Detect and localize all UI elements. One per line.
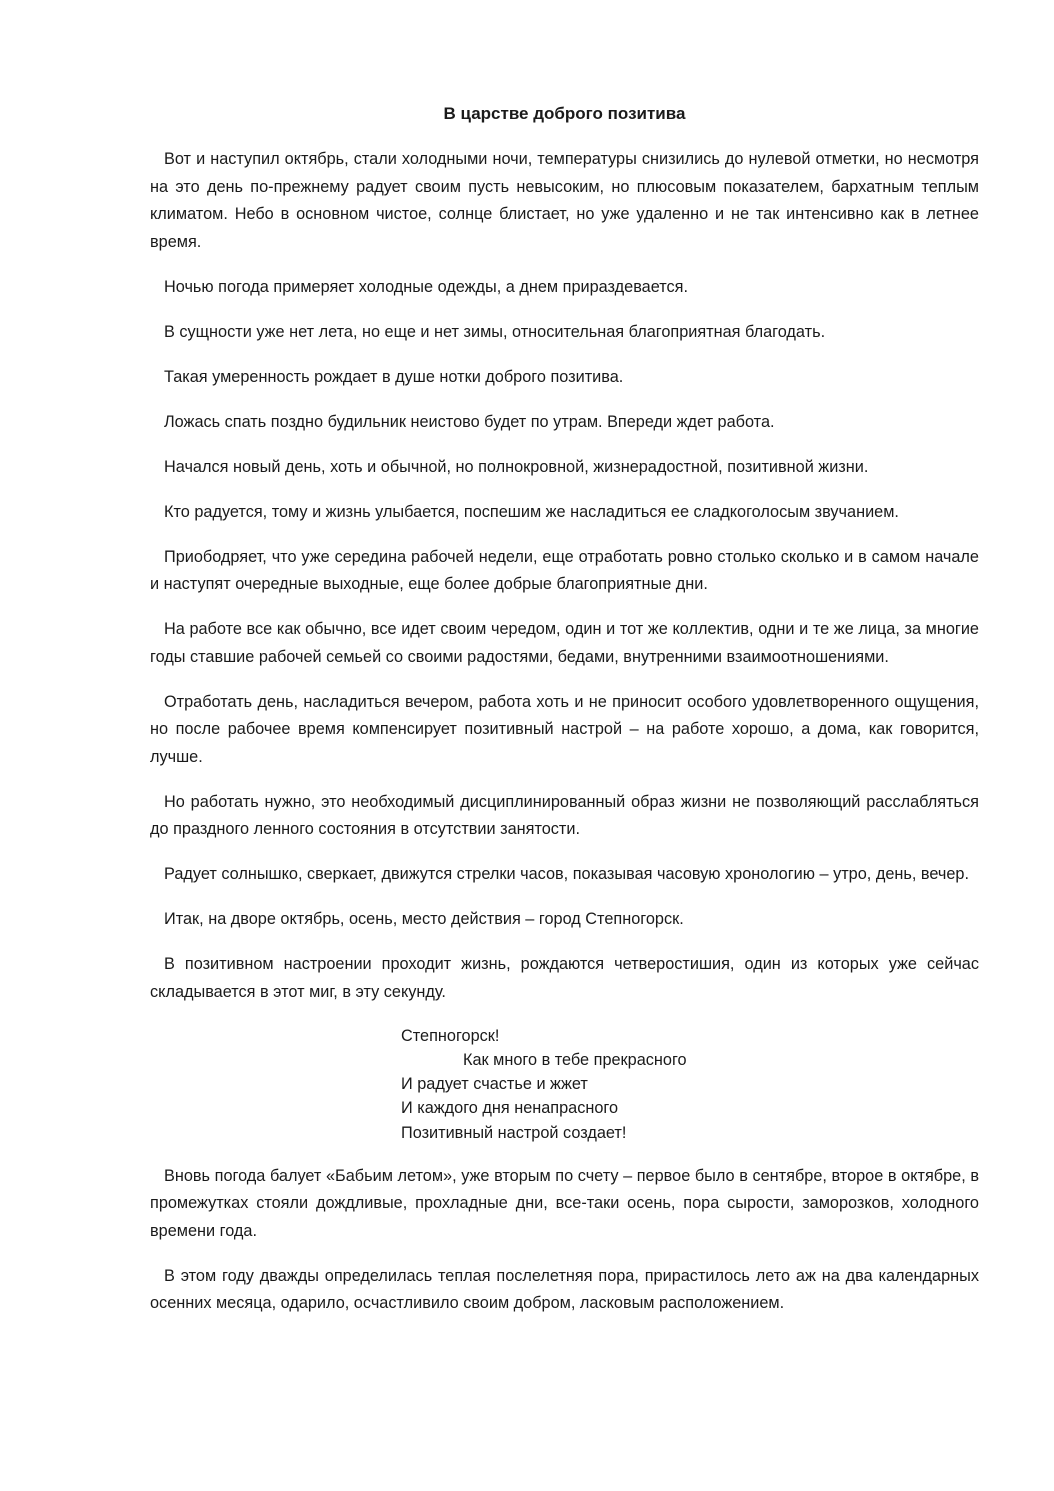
paragraph: Ложась спать поздно будильник неистово будет по утрам. Впереди ждет работа. [164, 412, 775, 431]
poem-line: И каждого дня ненапрасного [401, 1099, 619, 1118]
paragraph: В сущности уже нет лета, но еще и нет зимы, относительная благоприятная благодать. [164, 322, 826, 341]
paragraph: На работе все как обычно, все идет своим чередом, один и тот же коллектив, одни и те же лица, за многие годы ставшие рабочей семьей со своими радостями, бедами, внутренними взаимоотношениями. [150, 620, 979, 666]
poem-line: Степногорск! [401, 1026, 500, 1045]
poem-line: И радует счастье и жжет [401, 1075, 588, 1094]
paragraph: Отработать день, насладиться вечером, работа хоть и не приносит особого удовлетворенного ощущения, но после рабочее время компенсирует позитивный настрой – на работе хорошо, а дома, как говорится, лучше. [150, 692, 979, 766]
poem-line: Позитивный настрой создает! [401, 1123, 627, 1142]
paragraph: Кто радуется, тому и жизнь улыбается, поспешим же насладиться ее сладкоголосым звучанием. [164, 502, 899, 521]
paragraph: Ночью погода примеряет холодные одежды, а днем прираздевается. [164, 277, 688, 296]
paragraph: В этом году дважды определилась теплая послелетняя пора, прирастилось лето аж на два календарных осенних месяца, одарило, осчастливило своим добром, ласковым расположением. [150, 1266, 979, 1313]
poem-line: Как много в тебе прекрасного [463, 1050, 687, 1069]
paragraph: Вновь погода балует «Бабьим летом», уже вторым по счету – первое было в сентябре, второе в октябре, в промежутках стояли дождливые, прохладные дни, все-таки осень, пора сырости, заморозков, холодного времени года. [150, 1166, 979, 1240]
document-title: В царстве доброго позитива [443, 104, 686, 123]
paragraph: Но работать нужно, это необходимый дисциплинированный образ жизни не позволяющий расслабляться до праздного ленного состояния в отсутствии занятости. [150, 792, 979, 838]
paragraph: Итак, на дворе октябрь, осень, место действия – город Степногорск. [164, 910, 684, 928]
paragraph: Начался новый день, хоть и обычной, но полнокровной, жизнерадостной, позитивной жизни. [164, 457, 869, 476]
poem [401, 1024, 979, 1145]
paragraph: Такая умеренность рождает в душе нотки доброго позитива. [164, 367, 624, 386]
paragraph: Приободряет, что уже середина рабочей недели, еще отработать ровно столько сколько и в самом начале и наступят очередные выходные, еще более добрые благоприятные дни. [150, 547, 979, 593]
paragraph: Радует солнышко, сверкает, движутся стрелки часов, показывая часовую хронологию – утро, день, вечер. [164, 865, 969, 883]
paragraph: Вот и наступил октябрь, стали холодными ночи, температуры снизились до нулевой отметки, но несмотря на это день по-прежнему радует своим пусть невысоким, но плюсовым показателем, бархатным теплым климатом. Небо в основном чистое, солнце блистает, но уже удаленно и не так интенсивно как в летнее время. [150, 150, 979, 251]
paragraph: В позитивном настроении проходит жизнь, рождаются четверостишия, один из которых уже сейчас складывается в этот миг, в эту секунду. [150, 955, 979, 1001]
document-page [150, 100, 979, 1335]
